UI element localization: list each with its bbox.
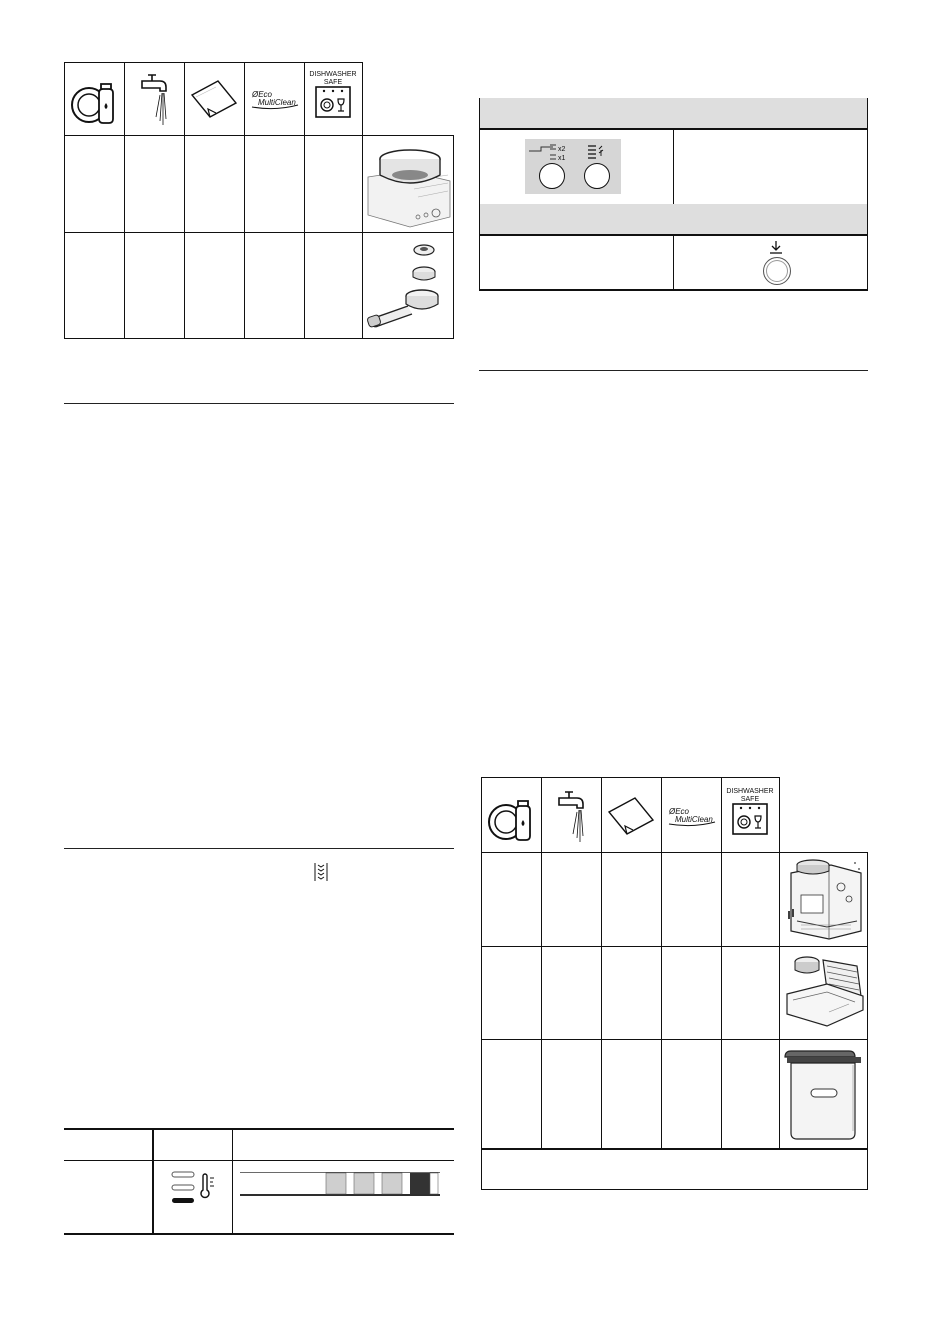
drip-tray-illustration [783, 950, 865, 1036]
water-tank-illustration [364, 137, 452, 231]
portafilter-illustration [364, 236, 452, 336]
cloth-icon [184, 63, 244, 135]
dishwasher-safe-icon [721, 778, 779, 852]
eco-icon-cell [661, 777, 722, 853]
hardness-swatch-4 [410, 1173, 430, 1194]
running-tap-icon [124, 63, 184, 135]
rinse-button[interactable] [763, 257, 791, 285]
eco-label-line2: MultiClean [675, 815, 713, 824]
rinse-button-group [756, 239, 796, 287]
dishwasher-label-line1: DISHWASHER [309, 71, 357, 78]
dish-and-bottle-icon [482, 778, 541, 852]
cloth-icon [601, 778, 661, 852]
dishwasher-label-line1: DISHWASHER [726, 788, 774, 795]
eco-label-line2: MultiClean [258, 98, 296, 107]
grind-button[interactable] [584, 163, 610, 189]
water-container-illustration [783, 1043, 865, 1143]
cloth-icon-cell [184, 62, 245, 136]
hardness-swatch-5 [430, 1173, 438, 1194]
tap-icon-cell [124, 62, 185, 136]
eco-multiclean-icon [661, 778, 721, 852]
cup-size-button[interactable] [539, 163, 565, 189]
section-rule [64, 403, 454, 404]
dishwasher-safe-icon [304, 63, 362, 135]
table-header-row-1 [479, 98, 868, 128]
label-x2: x2 [558, 146, 566, 153]
button-panel [525, 139, 621, 194]
dishwasher-icon-cell [304, 62, 363, 136]
descale-icon [314, 862, 328, 882]
thermometer-level-icon [170, 1170, 218, 1210]
dishwasher-label-line2: SAFE [323, 79, 343, 86]
dish-and-bottle-icon [65, 63, 124, 135]
tap-icon-cell [541, 777, 602, 853]
eco-multiclean-icon [244, 63, 304, 135]
detergent-icon-cell [481, 777, 542, 853]
hardness-swatch-1 [326, 1173, 346, 1194]
section-rule [479, 370, 868, 371]
hardness-swatch-3 [382, 1173, 402, 1194]
table-header-row-2 [479, 204, 868, 234]
section-rule [64, 848, 454, 849]
label-x1: x1 [558, 155, 566, 162]
dishwasher-label-line2: SAFE [740, 796, 760, 803]
hardness-swatch-2 [354, 1173, 374, 1194]
hardness-level-indicator [170, 1170, 218, 1210]
cloth-icon-cell [601, 777, 662, 853]
eco-icon-cell [244, 62, 305, 136]
running-tap-icon [541, 778, 601, 852]
detergent-icon-cell [64, 62, 125, 136]
eco-label-line1: ØEco [669, 807, 690, 816]
eco-label-line1: ØEco [252, 90, 273, 99]
coffee-machine-illustration [783, 855, 865, 943]
hardness-scale-bar [240, 1172, 440, 1198]
dishwasher-icon-cell [721, 777, 780, 853]
